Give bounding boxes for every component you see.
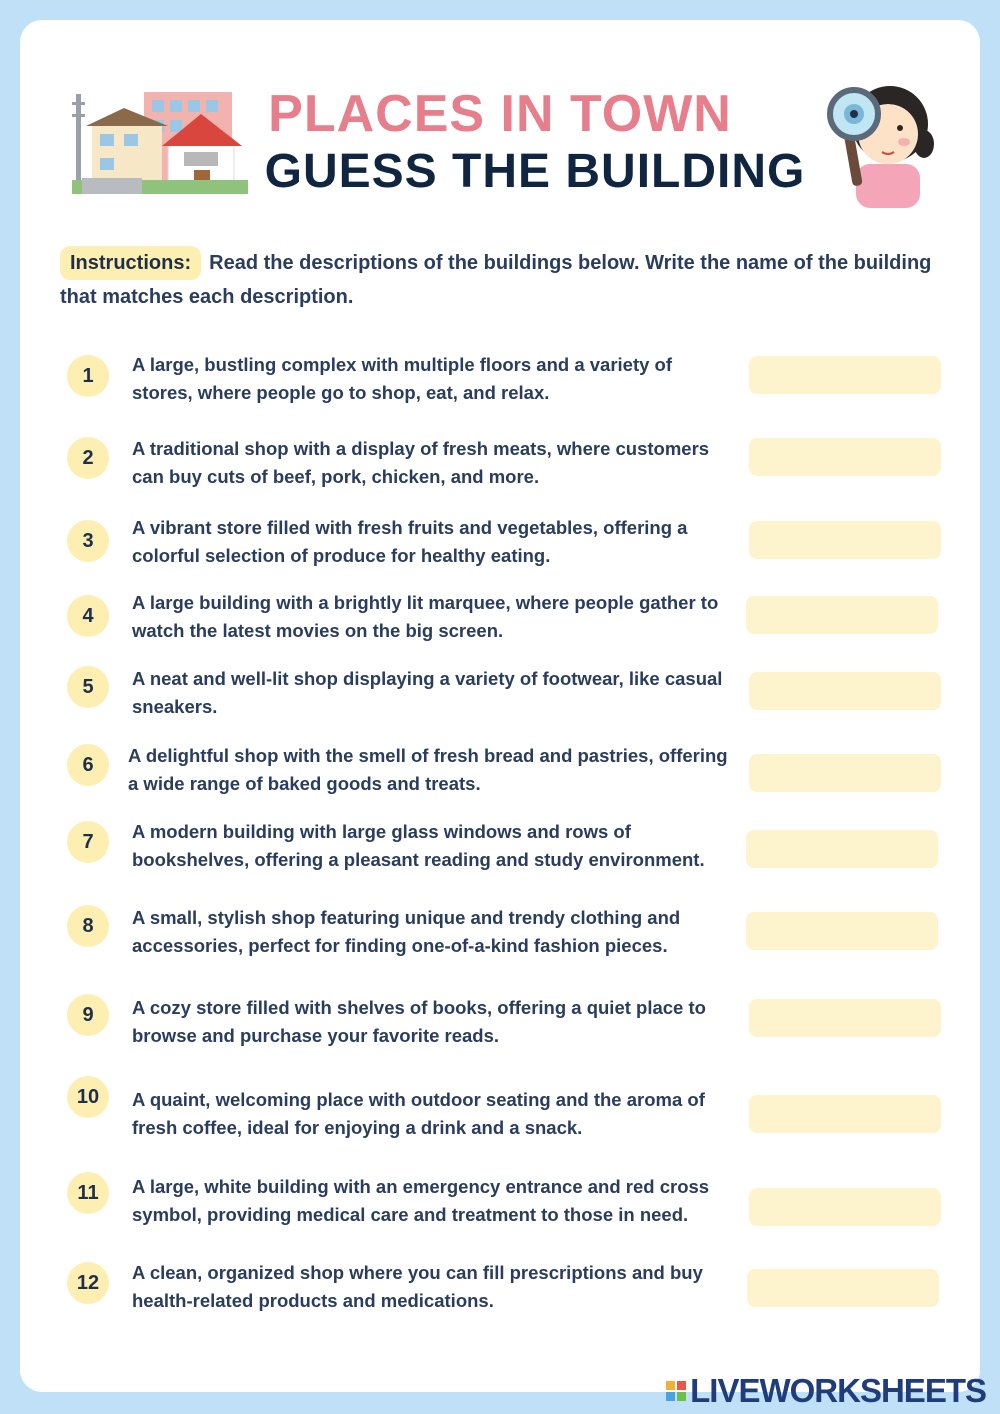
answer-input[interactable]: [749, 521, 941, 559]
answer-input[interactable]: [749, 438, 941, 476]
question-text: A clean, organized shop where you can fill prescriptions and buy health-related products and medications.: [132, 1262, 703, 1311]
brand-name: LIVEWORKSHEETS: [690, 1372, 986, 1409]
answer-input[interactable]: [749, 754, 941, 792]
question-text: A large building with a brightly lit marquee, where people gather to watch the latest movies on the big screen.: [132, 592, 719, 641]
question-number: 3: [67, 520, 109, 562]
question-text: A modern building with large glass windows and rows of bookshelves, offering a pleasant reading and study environment.: [132, 821, 705, 870]
question-text: A quaint, welcoming place with outdoor seating and the aroma of fresh coffee, ideal for enjoying a drink and a snack.: [132, 1089, 705, 1138]
question-number: 9: [67, 994, 109, 1036]
answer-input[interactable]: [749, 672, 941, 710]
instructions: [60, 246, 940, 314]
question-text: A small, stylish shop featuring unique and trendy clothing and accessories, perfect for finding one-of-a-kind fashion pieces.: [132, 907, 681, 956]
worksheet-topic-title: PLACES IN TOWN: [268, 85, 732, 143]
question-number: 10: [67, 1076, 109, 1118]
question-text: A large, white building with an emergency entrance and red cross symbol, providing medical care and treatment to those in need.: [132, 1176, 710, 1225]
question-number: 2: [67, 437, 109, 479]
question-number: 4: [67, 595, 109, 637]
liveworksheets-mark-icon: [666, 1381, 686, 1401]
question-number: 5: [67, 666, 109, 708]
answer-input[interactable]: [746, 830, 938, 868]
question-text: A neat and well-lit shop displaying a variety of footwear, like casual sneakers.: [132, 668, 723, 717]
question-number: 8: [67, 905, 109, 947]
question-number: 11: [67, 1172, 109, 1214]
answer-input[interactable]: [746, 912, 938, 950]
question-text: A delightful shop with the smell of fresh bread and pastries, offering a wide range of baked goods and treats.: [128, 745, 728, 794]
answer-input[interactable]: [746, 596, 938, 634]
worksheet-main-title: GUESS THE BUILDING: [264, 145, 806, 198]
question-number: 6: [67, 744, 109, 786]
answer-input[interactable]: [749, 999, 941, 1037]
instructions-text: Read the descriptions of the buildings below. Write the name of the building that matches each description.: [60, 252, 932, 308]
answer-input[interactable]: [747, 1269, 939, 1307]
question-text: A vibrant store filled with fresh fruits and vegetables, offering a colorful selection of produce for healthy eating.: [132, 517, 688, 566]
instructions-label: Instructions:: [60, 246, 201, 280]
liveworksheets-logo: [666, 1372, 986, 1410]
question-text: A large, bustling complex with multiple floors and a variety of stores, where people go to shop, eat, and relax.: [132, 354, 673, 403]
question-text: A traditional shop with a display of fresh meats, where customers can buy cuts of beef, pork, chicken, and more.: [132, 438, 710, 487]
question-number: 12: [67, 1262, 109, 1304]
answer-input[interactable]: [749, 1188, 941, 1226]
question-number: 7: [67, 821, 109, 863]
answer-input[interactable]: [749, 1095, 941, 1133]
question-number: 1: [67, 355, 109, 397]
answer-input[interactable]: [749, 356, 941, 394]
question-text: A cozy store filled with shelves of books, offering a quiet place to browse and purchase your favorite reads.: [132, 997, 706, 1046]
